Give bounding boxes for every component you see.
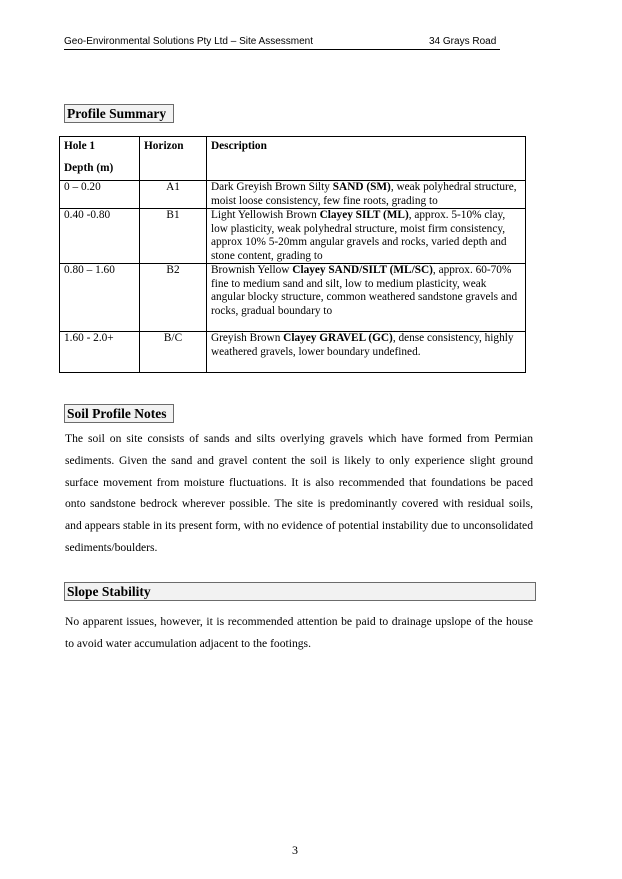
header-company-title: Geo-Environmental Solutions Pty Ltd – Site Assessment [64,36,314,47]
horizon-cell: B/C [140,332,207,373]
horizon-cell: B2 [140,264,207,332]
horizon-cell: B1 [140,209,207,264]
depth-cell: 1.60 - 2.0+ [60,332,140,373]
slope-stability-paragraph: No apparent issues, however, it is recommended attention be paid to drainage upslope of the house to avoid water accumulation adjacent to the footings. [65,615,533,650]
column-header-horizon: Horizon [140,137,207,181]
description-cell: Brownish Yellow Clayey SAND/SILT (ML/SC), approx. 60-70% fine to medium sand and silt, low to medium plasticity, weak angular blocky structure, common weathered sandstone gravels and rocks, gradual boundary to [207,264,526,332]
depth-cell: 0.80 – 1.60 [60,264,140,332]
slope-stability-heading: Slope Stability [64,582,536,601]
page-header [64,35,500,50]
table-row [60,181,526,209]
table-row [60,209,526,264]
table-header-row [60,137,526,181]
page-number: 3 [292,843,298,857]
description-cell: Dark Greyish Brown Silty SAND (SM), weak polyhedral structure, moist loose consistency, few fine roots, grading to [207,181,526,209]
soil-profile-notes-heading: Soil Profile Notes [64,404,174,423]
column-header-hole: Hole 1 [64,140,96,152]
column-header-depth: Depth (m) [64,161,114,174]
soil-profile-notes-paragraph: The soil on site consists of sands and silts overlying gravels which have formed from Permian sediments. Given the sand and gravel content the soil is likely to only experience slight ground surface movement from moisture fluctuations. It is also recommended that foundations be paced onto sandstone bedrock wherever possible. The site is predominantly covered with residual soils, and appears stable in its present form, with no evidence of potential instability due to unconsolidated sediments/boulders. [65,432,533,554]
depth-cell: 0 – 0.20 [60,181,140,209]
column-header-hole-depth [60,137,140,181]
description-cell: Light Yellowish Brown Clayey SILT (ML), approx. 5-10% clay, low plasticity, weak polyhedral structure, moist firm consistency, approx 10% 5-20mm angular gravels and rocks, varied depth and stone content, grading to [207,209,526,264]
column-header-description: Description [207,137,526,181]
table-row [60,264,526,332]
profile-summary-table [59,136,526,373]
header-site-address: 34 Grays Road [429,36,497,47]
table-row [60,332,526,373]
horizon-cell: A1 [140,181,207,209]
depth-cell: 0.40 -0.80 [60,209,140,264]
profile-summary-heading: Profile Summary [64,104,174,123]
description-cell: Greyish Brown Clayey GRAVEL (GC), dense consistency, highly weathered gravels, lower boundary undefined. [207,332,526,373]
